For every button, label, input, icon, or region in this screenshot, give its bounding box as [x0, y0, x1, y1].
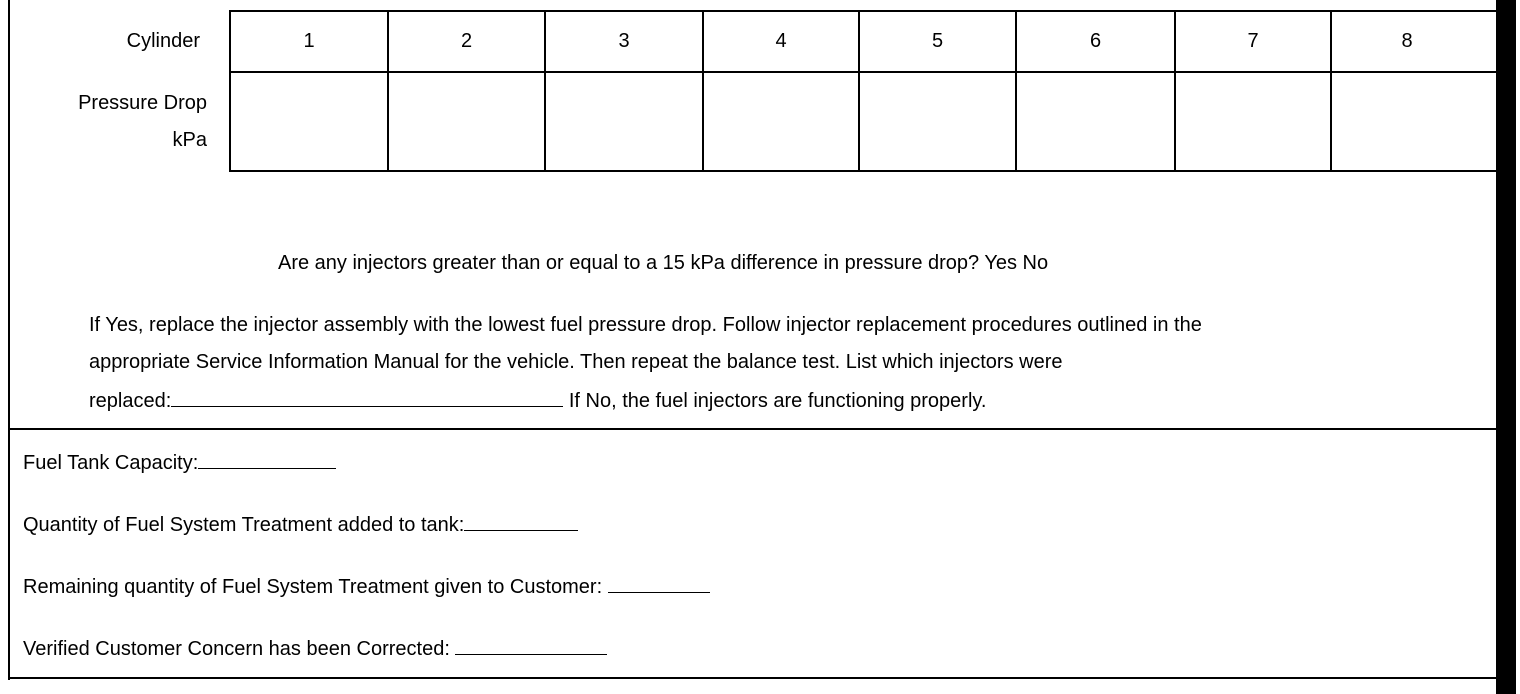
quantity-treatment-label: Quantity of Fuel System Treatment added to tank: — [23, 514, 465, 536]
pressure-drop-cell-2[interactable] — [389, 73, 544, 170]
pressure-drop-cell-5[interactable] — [860, 73, 1015, 170]
verified-concern-label: Verified Customer Concern has been Corrected: — [23, 638, 456, 660]
pressure-drop-cell-3[interactable] — [546, 73, 702, 170]
cylinder-header-1: 1 — [303, 30, 315, 52]
quantity-treatment-field[interactable] — [464, 512, 578, 531]
pressure-drop-cell-7[interactable] — [1176, 73, 1330, 170]
cylinder-row-label: Cylinder — [126, 30, 200, 52]
injector-difference-question: Are any injectors greater than or equal to a 15 kPa difference in pressure drop? Yes No — [278, 252, 1049, 274]
fuel-tank-capacity-label: Fuel Tank Capacity: — [23, 452, 199, 474]
form-right-border — [1496, 0, 1516, 694]
remaining-quantity-row — [23, 574, 710, 599]
cylinder-header-4: 4 — [775, 30, 787, 52]
fuel-tank-capacity-row — [23, 450, 336, 475]
pressure-drop-unit-label: kPa — [172, 129, 207, 151]
cylinder-header-5: 5 — [931, 30, 944, 52]
pressure-drop-cell-8[interactable] — [1332, 73, 1482, 170]
table-bottom-border — [229, 170, 1496, 172]
instructions-line-1: If Yes, replace the injector assembly with the lowest fuel pressure drop. Follow injector replacement procedures outlined in the — [89, 314, 1202, 336]
remaining-quantity-label: Remaining quantity of Fuel System Treatment given to Customer: — [23, 576, 608, 598]
cylinder-header-8: 8 — [1401, 30, 1413, 52]
verified-concern-row — [23, 636, 607, 661]
form-left-border — [8, 0, 10, 680]
cylinder-header-6: 6 — [1089, 30, 1102, 52]
instructions-line-2: appropriate Service Information Manual for the vehicle. Then repeat the balance test. List which injectors were — [89, 351, 1063, 373]
replaced-label: replaced: — [89, 390, 172, 412]
pressure-drop-row-label: Pressure Drop — [78, 92, 207, 114]
verified-concern-field[interactable] — [455, 636, 607, 655]
pressure-drop-cell-1[interactable] — [231, 73, 387, 170]
instructions-line-3 — [89, 388, 986, 413]
fuel-tank-capacity-field[interactable] — [198, 450, 336, 469]
section-divider — [8, 428, 1496, 430]
cylinder-header-3: 3 — [618, 30, 630, 52]
pressure-drop-cell-4[interactable] — [704, 73, 858, 170]
cylinder-header-2: 2 — [460, 30, 473, 52]
replaced-injectors-field[interactable] — [171, 388, 563, 407]
cylinder-header-7: 7 — [1247, 30, 1259, 52]
remaining-quantity-field[interactable] — [608, 574, 710, 593]
quantity-treatment-row — [23, 512, 578, 537]
pressure-drop-cell-6[interactable] — [1017, 73, 1174, 170]
no-result-text: If No, the fuel injectors are functioning properly. — [563, 390, 987, 412]
form-bottom-border — [8, 677, 1496, 679]
